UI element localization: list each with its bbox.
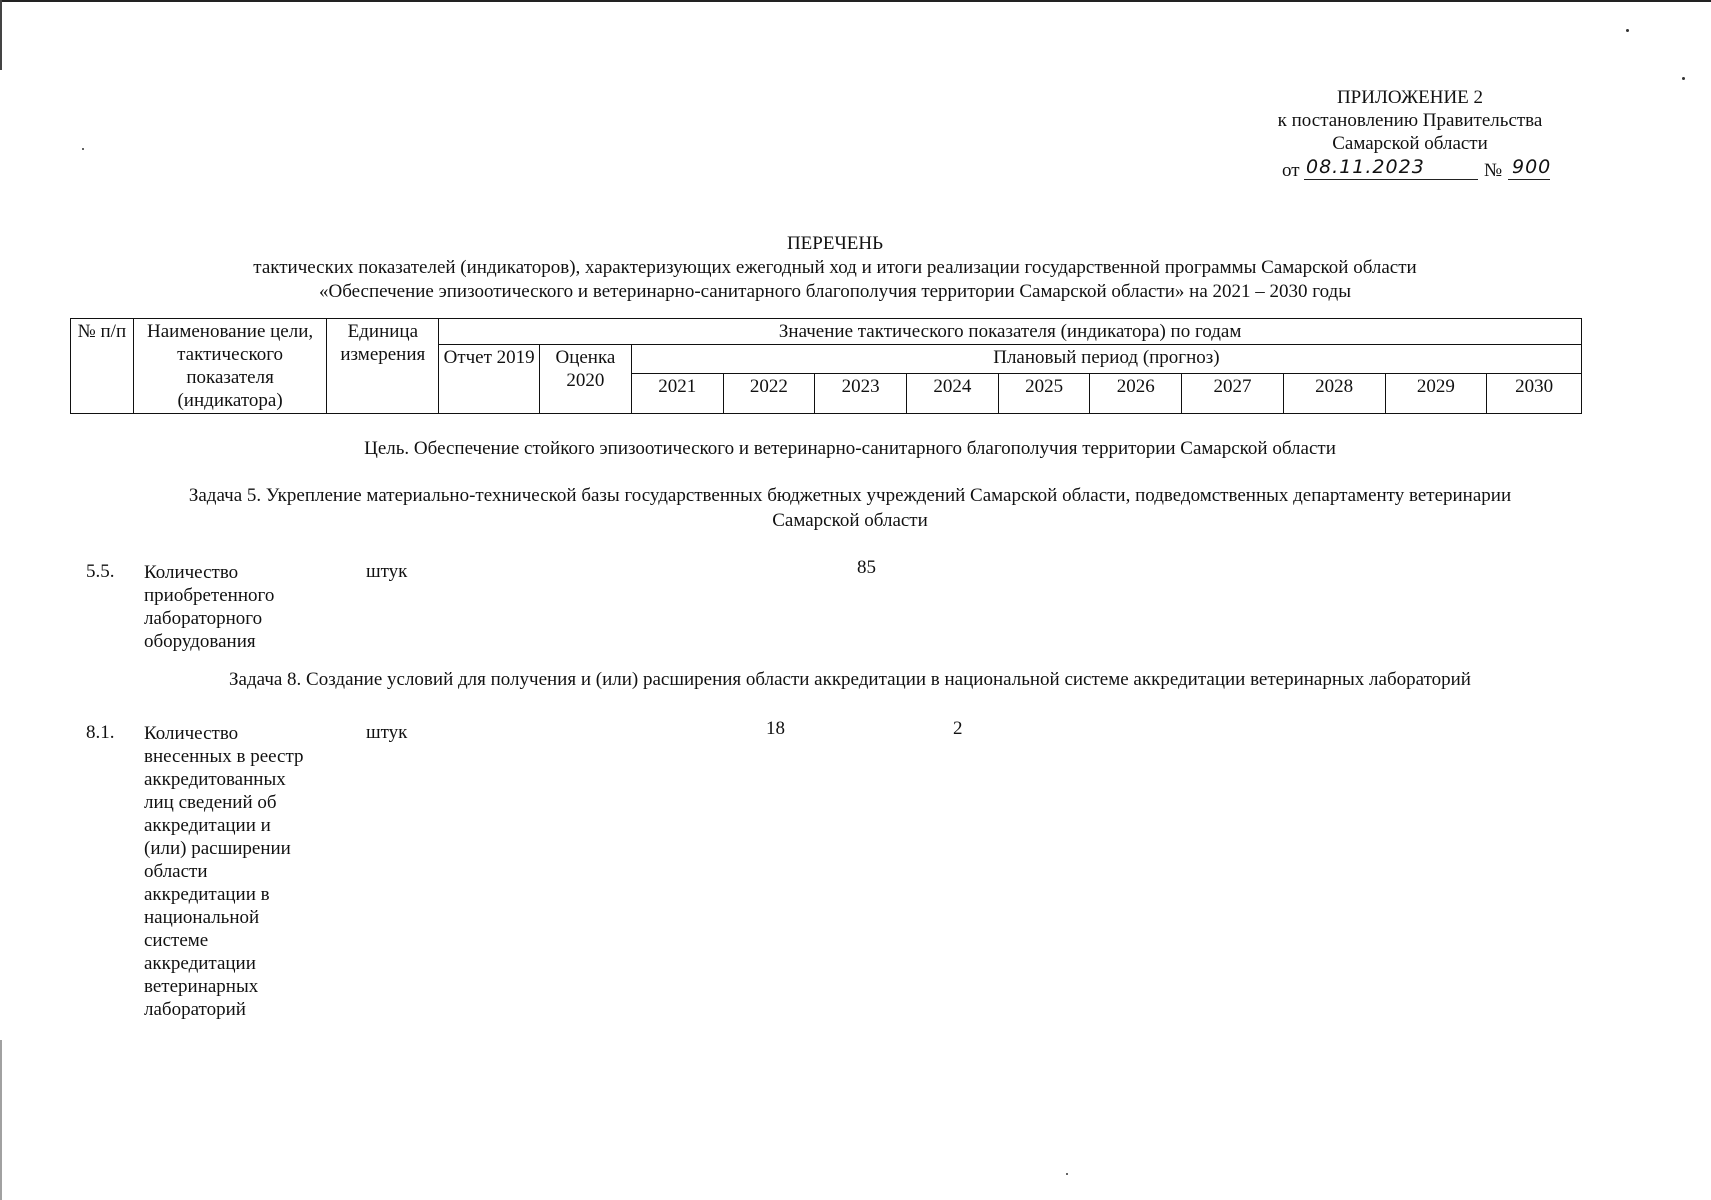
task-5-title-line-1: Задача 5. Укрепление материально-технической базы государственных бюджетных учреждений Самарской области, подведомственных департаменту ветеринарии	[188, 485, 1512, 506]
row-8-1-unit: штук	[366, 722, 408, 743]
header-estimate-2020: Оценка 2020	[540, 345, 632, 414]
row-5-5-unit: штук	[366, 561, 408, 582]
scan-top-edge	[0, 0, 1711, 2]
row-8-1-value-2022: 18	[766, 718, 785, 739]
header-name: Наименование цели, тактического показателя (индикатора)	[133, 319, 327, 414]
date-prefix: от	[1282, 160, 1300, 181]
header-planned: Плановый период (прогноз)	[631, 345, 1581, 374]
scan-speck	[1682, 77, 1685, 80]
appendix-line-2: Самарской области	[1332, 133, 1488, 154]
task-8-title: Задача 8. Создание условий для получения и (или) расширения области аккредитации в национальной системе аккредитации ветеринарных лабораторий	[229, 669, 1471, 690]
header-year: 2022	[723, 374, 815, 414]
number-underline	[1508, 179, 1550, 180]
scan-speck	[1066, 1173, 1068, 1175]
task-5-title-line-2: Самарской области	[772, 510, 928, 531]
appendix-date-number	[1200, 155, 1620, 185]
document-heading: ПЕРЕЧЕНЬ	[786, 233, 884, 254]
header-num: № п/п	[71, 319, 134, 414]
header-year: 2027	[1182, 374, 1284, 414]
header-year: 2028	[1283, 374, 1385, 414]
header-year: 2026	[1090, 374, 1182, 414]
number-prefix: №	[1484, 160, 1503, 181]
indicator-header-table	[70, 318, 1582, 414]
header-year: 2029	[1385, 374, 1487, 414]
scan-speck	[1626, 29, 1629, 32]
header-values: Значение тактического показателя (индикатора) по годам	[439, 319, 1582, 345]
goal-text: Цель. Обеспечение стойкого эпизоотического и ветеринарно-санитарного благополучия территории Самарской области	[364, 438, 1336, 459]
row-8-1-value-2024: 2	[953, 718, 963, 739]
scan-speck	[82, 148, 84, 150]
scan-left-edge	[0, 0, 2, 70]
header-year: 2030	[1487, 374, 1582, 414]
row-8-1-number: 8.1.	[86, 722, 115, 743]
document-subtitle-2: «Обеспечение эпизоотического и ветеринарно-санитарного благополучия территории Самарской области» на 2021 – 2030 годы	[318, 281, 1351, 302]
row-5-5-name: Количество приобретенного лабораторного оборудования	[144, 562, 275, 652]
date-underline	[1304, 179, 1478, 180]
header-year: 2025	[998, 374, 1090, 414]
row-8-1-name: Количество внесенных в реестр аккредитованных лиц сведений об аккредитации и (или) расширении области аккредитации в национальной системе аккредитации ветеринарных лабораторий	[144, 723, 304, 1020]
appendix-line-1: к постановлению Правительства	[1277, 110, 1543, 131]
header-unit: Единица измерения	[327, 319, 439, 414]
header-year: 2021	[631, 374, 723, 414]
header-year: 2023	[815, 374, 907, 414]
header-report-2019: Отчет 2019	[439, 345, 540, 414]
number-handwritten: 900	[1512, 156, 1552, 178]
task-5-title	[100, 483, 1600, 533]
scan-left-edge-lower	[0, 1040, 2, 1200]
row-5-5-number: 5.5.	[86, 561, 115, 582]
appendix-block	[1200, 86, 1620, 185]
date-handwritten: 08.11.2023	[1306, 156, 1425, 178]
header-year: 2024	[907, 374, 999, 414]
row-5-5-value-2023: 85	[857, 557, 876, 578]
document-subtitle-1: тактических показателей (индикаторов), характеризующих ежегодный ход и итоги реализации государственной программы Самарской области	[253, 257, 1417, 278]
document-title-block	[140, 232, 1530, 304]
appendix-title: ПРИЛОЖЕНИЕ 2	[1336, 87, 1484, 108]
